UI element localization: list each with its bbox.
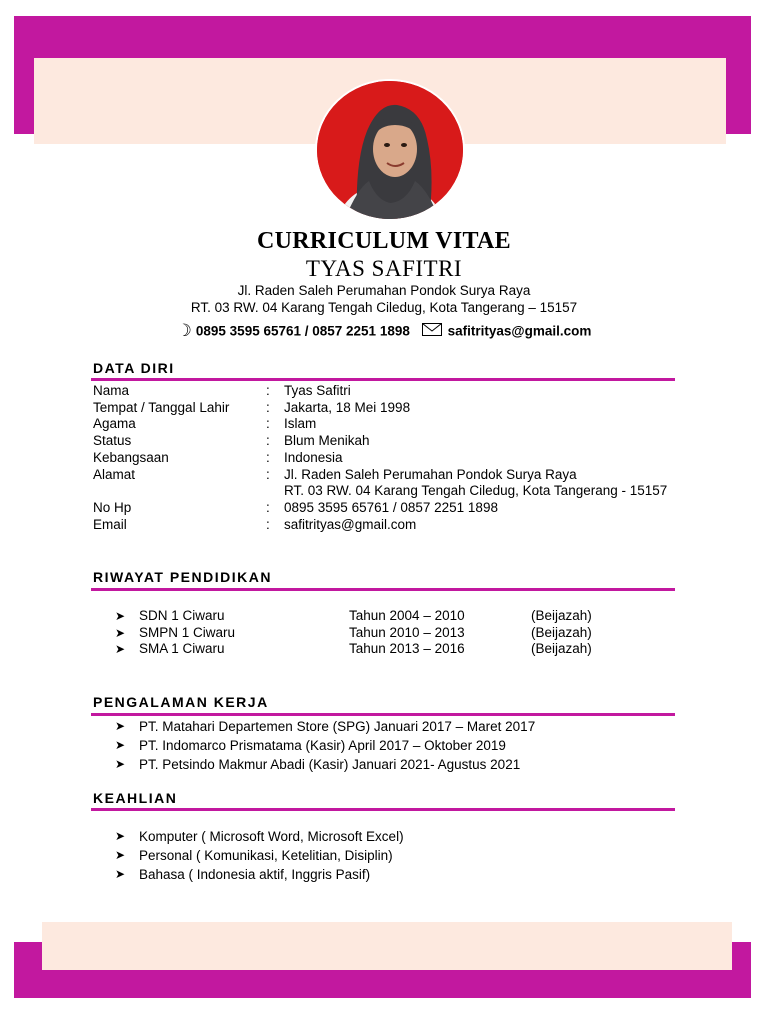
list-item [115, 846, 675, 865]
field-value: safitrityas@gmail.com [284, 516, 417, 532]
field-value: Jakarta, 18 Mei 1998 [284, 399, 411, 415]
field-value: Tyas Safitri [284, 383, 351, 398]
school-name: SMA 1 Ciwaru [139, 641, 225, 657]
arrow-bullet-icon: ➤ [115, 609, 126, 623]
section-keahlian-heading: KEAHLIAN [93, 790, 178, 806]
skill-entry: Komputer ( Microsoft Word, Microsoft Excel) [139, 829, 404, 844]
person-name: TYAS SAFITRI [305, 256, 463, 281]
field-label: Agama [93, 416, 136, 432]
header-address-line1: Jl. Raden Saleh Perumahan Pondok Surya Raya [237, 283, 531, 298]
arrow-bullet-icon: ➤ [115, 642, 126, 657]
arrow-bullet-icon: ➤ [115, 757, 126, 771]
field-label: Nama [93, 383, 130, 398]
experience-list [115, 717, 675, 774]
section-divider [91, 808, 675, 811]
school-note: (Beijazah) [531, 624, 592, 640]
arrow-bullet-icon: ➤ [115, 829, 126, 843]
school-note: (Beijazah) [531, 608, 592, 623]
experience-entry: PT. Indomarco Prismatama (Kasir) April 2017 – Oktober 2019 [139, 738, 506, 753]
arrow-bullet-icon: ➤ [115, 867, 126, 881]
field-value: Indonesia [284, 449, 343, 465]
arrow-bullet-icon: ➤ [115, 848, 126, 862]
colon: : [266, 449, 270, 465]
profile-photo [315, 79, 465, 221]
bottom-cream-band [42, 922, 732, 970]
arrow-bullet-icon: ➤ [115, 625, 126, 640]
list-item [115, 736, 675, 755]
arrow-bullet-icon: ➤ [115, 738, 126, 752]
experience-entry: PT. Matahari Departemen Store (SPG) Januari 2017 – Maret 2017 [139, 719, 536, 734]
header-address-line2: RT. 03 RW. 04 Karang Tengah Ciledug, Kota Tangerang – 15157 [190, 300, 578, 315]
field-label: Status [93, 433, 132, 449]
list-item [115, 865, 675, 884]
field-label: Tempat / Tanggal Lahir [93, 399, 230, 415]
portrait-image [317, 81, 463, 219]
document-title: CURRICULUM VITAE [257, 228, 511, 254]
section-divider [91, 588, 675, 591]
skill-entry: Bahasa ( Indonesia aktif, Inggris Pasif) [139, 867, 371, 882]
school-name: SMPN 1 Ciwaru [139, 624, 236, 640]
field-label: Email [93, 516, 127, 532]
field-label: Alamat [93, 466, 136, 482]
skills-list [115, 827, 675, 884]
colon: : [266, 399, 270, 415]
header-email: safitrityas@gmail.com [447, 323, 592, 339]
list-item [115, 717, 675, 736]
colon: : [266, 499, 270, 515]
field-label: No Hp [93, 499, 132, 515]
colon: : [266, 516, 270, 532]
school-note: (Beijazah) [531, 641, 592, 657]
school-years: Tahun 2013 – 2016 [349, 641, 465, 657]
section-data-diri-heading: DATA DIRI [93, 360, 175, 376]
school-name: SDN 1 Ciwaru [139, 608, 225, 623]
list-item [115, 827, 675, 846]
colon: : [266, 416, 270, 432]
school-years: Tahun 2010 – 2013 [349, 624, 465, 640]
school-years: Tahun 2004 – 2010 [349, 608, 465, 623]
section-divider [91, 378, 675, 381]
colon: : [266, 466, 270, 482]
envelope-icon [422, 323, 442, 339]
colon: : [266, 383, 270, 398]
field-value: 0895 3595 65761 / 0857 2251 1898 [284, 499, 498, 515]
field-value: Islam [284, 416, 317, 432]
field-value-continued: RT. 03 RW. 04 Karang Tengah Ciledug, Kota Tangerang - 15157 [284, 483, 668, 499]
colon: : [266, 433, 270, 449]
list-item [115, 625, 635, 642]
experience-entry: PT. Petsindo Makmur Abadi (Kasir) Januari 2021- Agustus 2021 [139, 757, 521, 772]
header-contact [0, 321, 768, 341]
arrow-bullet-icon: ➤ [115, 719, 126, 733]
list-item [115, 608, 635, 625]
field-label: Kebangsaan [93, 449, 169, 465]
list-item [115, 755, 675, 774]
skill-entry: Personal ( Komunikasi, Ketelitian, Disiplin) [139, 848, 393, 863]
field-value: Jl. Raden Saleh Perumahan Pondok Surya Raya [284, 466, 577, 482]
data-diri-table [93, 383, 673, 543]
education-list [115, 608, 635, 658]
list-item [115, 641, 635, 658]
field-value: Blum Menikah [284, 433, 370, 449]
section-pendidikan-heading: RIWAYAT PENDIDIKAN [93, 569, 272, 585]
section-divider [91, 713, 675, 716]
section-pengalaman-heading: PENGALAMAN KERJA [93, 694, 269, 710]
phone-icon: ☽ [176, 321, 192, 340]
header-phone: 0895 3595 65761 / 0857 2251 1898 [195, 323, 410, 339]
